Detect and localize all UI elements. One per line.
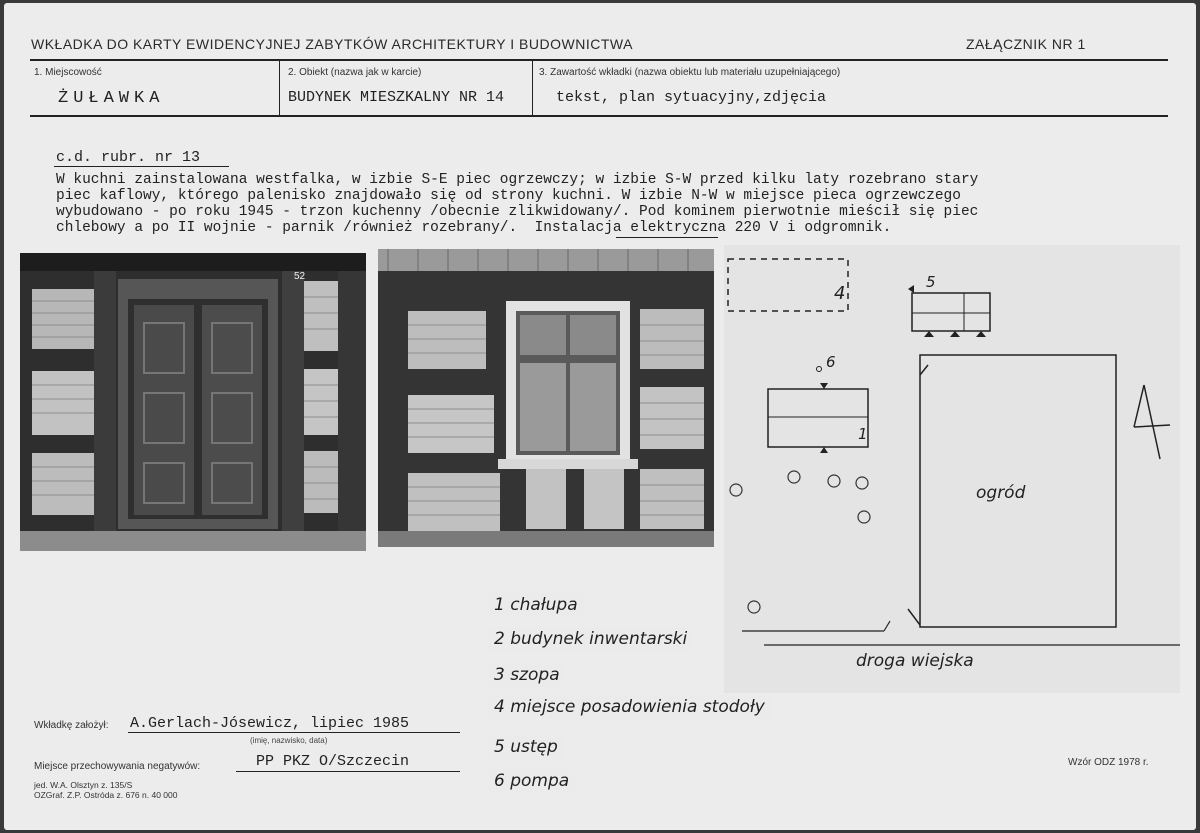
plan-label-4: 4 <box>834 283 846 304</box>
storage-label: Miejsce przechowywania negatywów: <box>34 761 201 772</box>
window-photo <box>378 249 714 547</box>
legend-item-3: 3 szopa <box>488 663 566 687</box>
plan-label-5: 5 <box>926 273 936 291</box>
plan-label-garden: ogród <box>976 483 1026 503</box>
author-label: Wkładkę założył: <box>34 720 109 731</box>
author-hint: (imię, nazwisko, data) <box>250 736 328 745</box>
author-underline <box>128 732 460 733</box>
card-title: WKŁADKA DO KARTY EWIDENCYJNEJ ZABYTKÓW ARCHITEKTURY I BUDOWNICTWA <box>31 36 633 52</box>
legend-item-1: 1 chałupa <box>488 593 584 617</box>
body-line-4: chlebowy a po II wojnie - parnik /również rozebrany/. Instalacja elektryczna 220 V i odgromnik. <box>56 220 892 236</box>
record-card <box>4 3 1196 830</box>
body-line-3: wybudowano - po roku 1945 - trzon kuchenny /obecnie zlikwidowany/. Pod kominem pierwotnie mieścił się piec <box>56 204 979 220</box>
object-label: 2. Obiekt (nazwa jak w karcie) <box>288 67 422 78</box>
house-number-plate: 52 <box>294 271 306 282</box>
form-model: Wzór ODZ 1978 r. <box>1068 757 1149 768</box>
instalacja-underline <box>616 237 718 238</box>
field-divider-1 <box>279 61 280 115</box>
door-photo <box>20 253 366 551</box>
site-plan-drawing <box>724 245 1180 693</box>
plan-label-road: droga wiejska <box>856 651 974 671</box>
legend-item-2: 2 budynek inwentarski <box>488 627 693 651</box>
heading-underline <box>54 166 229 167</box>
plan-label-6: 6 <box>826 353 836 371</box>
content-value: tekst, plan sytuacyjny,zdjęcia <box>556 89 827 106</box>
storage-underline <box>236 771 460 772</box>
legend-item-5: 5 ustęp <box>488 735 564 759</box>
site-plan <box>724 245 1180 693</box>
object-value: BUDYNEK MIESZKALNY NR 14 <box>288 89 505 106</box>
field-row-rule <box>30 115 1168 117</box>
door-photo-image <box>20 253 366 551</box>
legend-item-6: 6 pompa <box>488 769 575 793</box>
place-label: 1. Miejscowość <box>34 67 102 78</box>
place-value: ŻUŁAWKA <box>58 89 165 108</box>
print-info-1: jed. W.A. Olsztyn z. 135/S <box>34 780 133 790</box>
continuation-heading: c.d. rubr. nr 13 <box>56 149 201 166</box>
header-rule <box>30 59 1168 61</box>
body-line-1: W kuchni zainstalowana westfalka, w izbie S-E piec ogrzewczy; w izbie S-W przed kilku laty rozebrano stary <box>56 172 979 188</box>
content-label: 3. Zawartość wkładki (nazwa obiektu lub materiału uzupełniającego) <box>539 67 841 78</box>
annex-number: ZAŁĄCZNIK NR 1 <box>966 36 1086 52</box>
field-divider-2 <box>532 61 533 115</box>
legend-item-4: 4 miejsce posadowienia stodoły <box>488 695 771 719</box>
storage-value: PP PKZ O/Szczecin <box>256 753 410 770</box>
plan-label-1: 1 <box>858 425 868 443</box>
body-line-2: piec kaflowy, którego palenisko znajdowało się od strony kuchni. W izbie N-W w miejsce pieca ogrzewczego <box>56 188 961 204</box>
window-photo-image <box>378 249 714 547</box>
author-value: A.Gerlach-Jósewicz, lipiec 1985 <box>130 715 410 732</box>
print-info-2: OZGraf. Z.P. Ostróda z. 676 n. 40 000 <box>34 790 178 800</box>
